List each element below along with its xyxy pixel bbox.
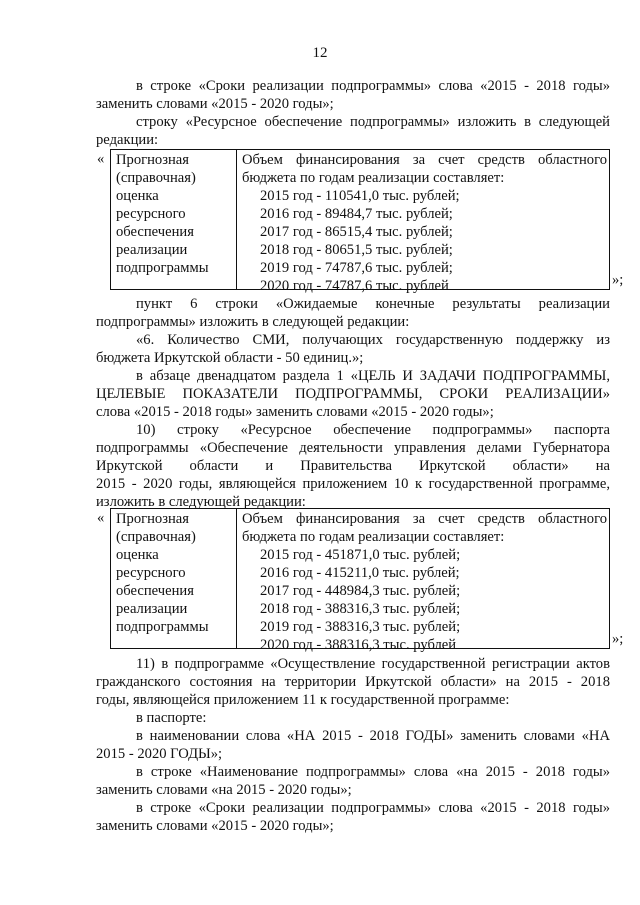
table-label-line: оценка — [116, 188, 159, 204]
text-line: слова «2015 - 2018 годы» заменить словами «2015 - 2020 годы»; — [96, 404, 494, 420]
text-line: в строке «Сроки реализации подпрограммы» слова «2015 - 2018 годы» — [136, 78, 610, 94]
table-heading-line: Объем финансирования за счет средств областного — [242, 511, 607, 527]
table-label-line: (справочная) — [116, 170, 196, 186]
text-line: строку «Ресурсное обеспечение подпрограммы» изложить в следующей — [136, 114, 610, 130]
table-label-line: ресурсного — [116, 565, 186, 581]
table-heading-line: бюджета по годам реализации составляет: — [242, 170, 505, 186]
table-label-line: Прогнозная — [116, 152, 189, 168]
table-year-line: 2016 год - 415211,0 тыс. рублей; — [260, 565, 460, 581]
text-line: в строке «Наименование подпрограммы» слова «на 2015 - 2018 годы» — [136, 764, 610, 780]
page-number: 12 — [312, 45, 328, 61]
text-line: гражданского состояния на территории Иркутской области» на 2015 - 2018 — [96, 674, 610, 690]
close-quote: »; — [612, 272, 624, 288]
resource-table-2 — [110, 508, 610, 653]
table-year-line: 2020 год - 74787,6 тыс. рублей — [260, 278, 449, 294]
table-label-cell — [111, 150, 237, 289]
table-label-line: подпрограммы — [116, 619, 209, 635]
text-line: заменить словами «2015 - 2020 годы»; — [96, 818, 334, 834]
text-line: Иркутской области и Правительства Иркутской области» на — [96, 458, 610, 474]
table-label-cell — [111, 509, 237, 648]
table-label-line: ресурсного — [116, 206, 186, 222]
text-line: 10) строку «Ресурсное обеспечение подпрограммы» паспорта — [136, 422, 610, 438]
text-line: ЦЕЛЕВЫЕ ПОКАЗАТЕЛИ ПОДПРОГРАММЫ, СРОКИ РЕАЛИЗАЦИИ» — [96, 386, 610, 402]
resource-table-1 — [110, 149, 610, 294]
text-line: в абзаце двенадцатом раздела 1 «ЦЕЛЬ И ЗАДАЧИ ПОДПРОГРАММЫ, — [136, 368, 610, 384]
table-heading-line: Объем финансирования за счет средств областного — [242, 152, 607, 168]
text-line: годы, являющейся приложением 11 к государственной программе: — [96, 692, 510, 708]
table-year-line: 2018 год - 80651,5 тыс. рублей; — [260, 242, 453, 258]
table-value-cell — [237, 509, 609, 653]
open-quote: « — [97, 151, 105, 167]
text-line: в паспорте: — [136, 710, 207, 726]
table-label-line: оценка — [116, 547, 159, 563]
table-label-line: обеспечения — [116, 583, 194, 599]
table-year-line: 2016 год - 89484,7 тыс. рублей; — [260, 206, 453, 222]
table-label-line: реализации — [116, 601, 188, 617]
text-line: 2015 - 2020 ГОДЫ»; — [96, 746, 223, 762]
close-quote: »; — [612, 631, 624, 647]
text-line: пункт 6 строки «Ожидаемые конечные результаты реализации — [136, 296, 610, 312]
text-line: «6. Количество СМИ, получающих государственную поддержку из — [136, 332, 610, 348]
table-year-line: 2015 год - 110541,0 тыс. рублей; — [260, 188, 460, 204]
table-value-cell — [237, 150, 609, 294]
text-line: заменить словами «2015 - 2020 годы»; — [96, 96, 334, 112]
text-line: заменить словами «на 2015 - 2020 годы»; — [96, 782, 352, 798]
table-label-line: (справочная) — [116, 529, 196, 545]
text-line: подпрограммы» изложить в следующей редакции: — [96, 314, 410, 330]
open-quote: « — [97, 510, 105, 526]
table-label-line: обеспечения — [116, 224, 194, 240]
table-year-line: 2017 год - 448984,3 тыс. рублей; — [260, 583, 461, 599]
text-line: в наименовании слова «НА 2015 - 2018 ГОДЫ» заменить словами «НА — [136, 728, 610, 744]
text-line: бюджета Иркутской области - 50 единиц.»; — [96, 350, 364, 366]
table-heading-line: бюджета по годам реализации составляет: — [242, 529, 505, 545]
text-line: в строке «Сроки реализации подпрограммы» слова «2015 - 2018 годы» — [136, 800, 610, 816]
text-line: редакции: — [96, 132, 159, 148]
table-year-line: 2018 год - 388316,3 тыс. рублей; — [260, 601, 461, 617]
text-line: 2015 - 2020 годы, являющейся приложением 10 к государственной программе, — [96, 476, 610, 492]
table-year-line: 2020 год - 388316,3 тыс. рублей — [260, 637, 457, 653]
table-year-line: 2015 год - 451871,0 тыс. рублей; — [260, 547, 461, 563]
text-line: подпрограммы «Обеспечение деятельности управления делами Губернатора — [96, 440, 610, 456]
table-year-line: 2019 год - 74787,6 тыс. рублей; — [260, 260, 453, 276]
table-year-line: 2019 год - 388316,3 тыс. рублей; — [260, 619, 461, 635]
text-line: изложить в следующей редакции: — [96, 494, 306, 510]
text-line: 11) в подпрограмме «Осуществление государственной регистрации актов — [136, 656, 610, 672]
table-year-line: 2017 год - 86515,4 тыс. рублей; — [260, 224, 453, 240]
table-label-line: подпрограммы — [116, 260, 209, 276]
table-label-line: реализации — [116, 242, 188, 258]
table-label-line: Прогнозная — [116, 511, 189, 527]
